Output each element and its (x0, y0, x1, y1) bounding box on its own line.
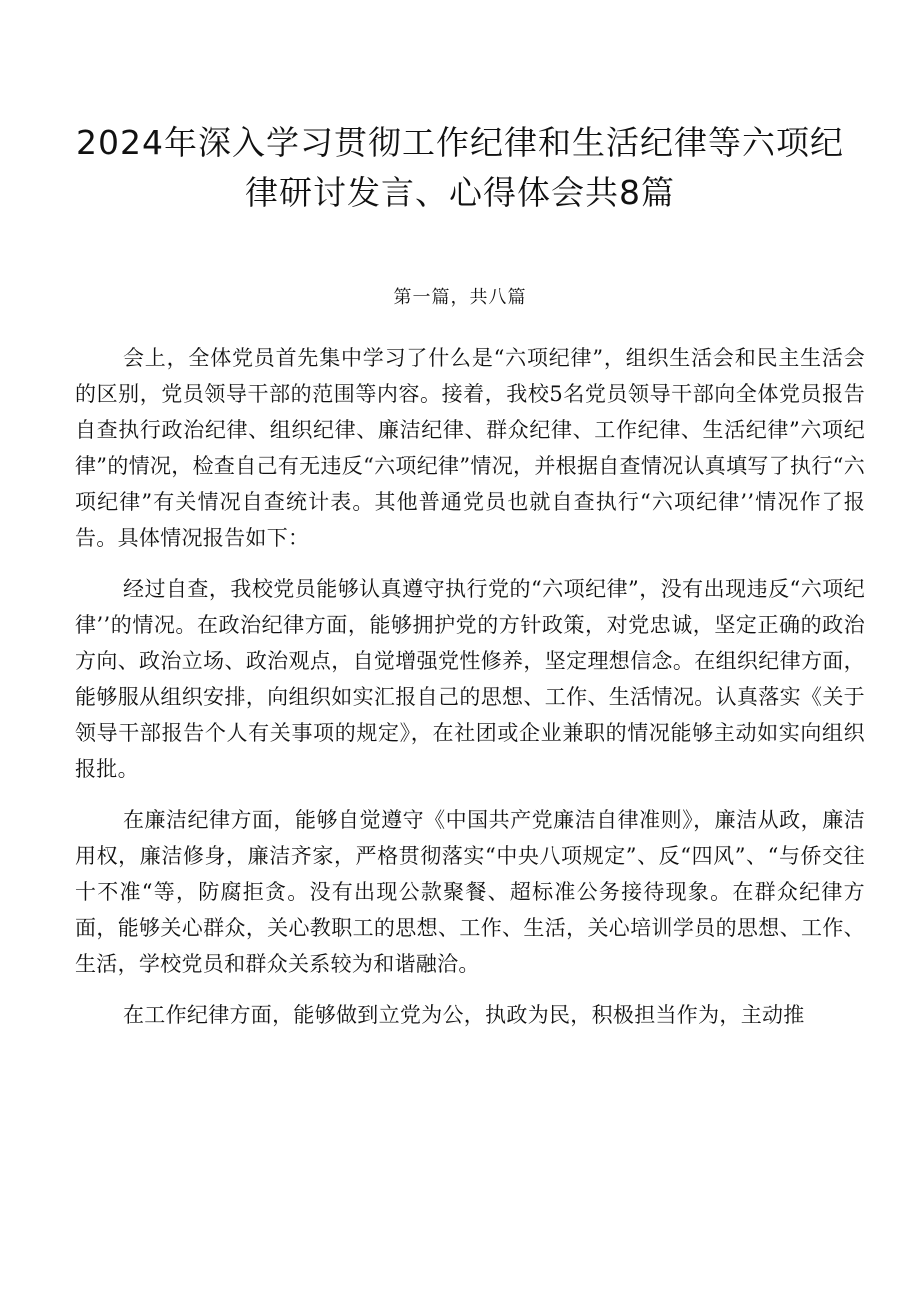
document-title: 2024年深入学习贯彻工作纪律和生活纪律等六项纪律研讨发言、心得体会共8篇 (76, 123, 844, 212)
body-paragraph: 在廉洁纪律方面，能够自觉遵守《中国共产党廉洁自律准则》，廉洁从政，廉洁用权，廉洁修身，廉洁齐家，严格贯彻落实“中央八项规定”、反“四风”、“与侨交往十不准“等，防腐拒贪。没有出现公款聚餐、超标准公务接待现象。在群众纪律方面，能够关心群众，关心教职工的思想、工作、生活，关心培训学员的思想、工作、生活，学校党员和群众关系较为和谐融洽。 (75, 808, 865, 976)
document-body (75, 340, 865, 1048)
body-paragraph: 会上，全体党员首先集中学习了什么是“六项纪律”，组织生活会和民主生活会的区别，党员领导干部的范围等内容。接着，我校5名党员领导干部向全体党员报告自查执行政治纪律、组织纪律、廉洁纪律、群众纪律、工作纪律、生活纪律”六项纪律”的情况，检查自己有无违反“六项纪律”情况，并根据自查情况认真填写了执行“六项纪律”有关情况自查统计表。其他普通党员也就自查执行“六项纪律’’情况作了报告。具体情况报告如下： (75, 346, 865, 550)
body-paragraph: 在工作纪律方面，能够做到立党为公，执政为民，积极担当作为，主动推 (123, 1003, 805, 1027)
body-paragraph: 经过自查，我校党员能够认真遵守执行党的“六项纪律”，没有出现违反“六项纪律’’的情况。在政治纪律方面，能够拥护党的方针政策，对党忠诚，坚定正确的政治方向、政治立场、政治观点，自觉增强党性修养，坚定理想信念。在组织纪律方面，能够服从组织安排，向组织如实汇报自己的思想、工作、生活情况。认真落实《关于领导干部报告个人有关事项的规定》，在社团或企业兼职的情况能够主动如实向组织报批。 (75, 577, 865, 781)
document-subtitle: 第一篇，共八篇 (393, 287, 527, 308)
